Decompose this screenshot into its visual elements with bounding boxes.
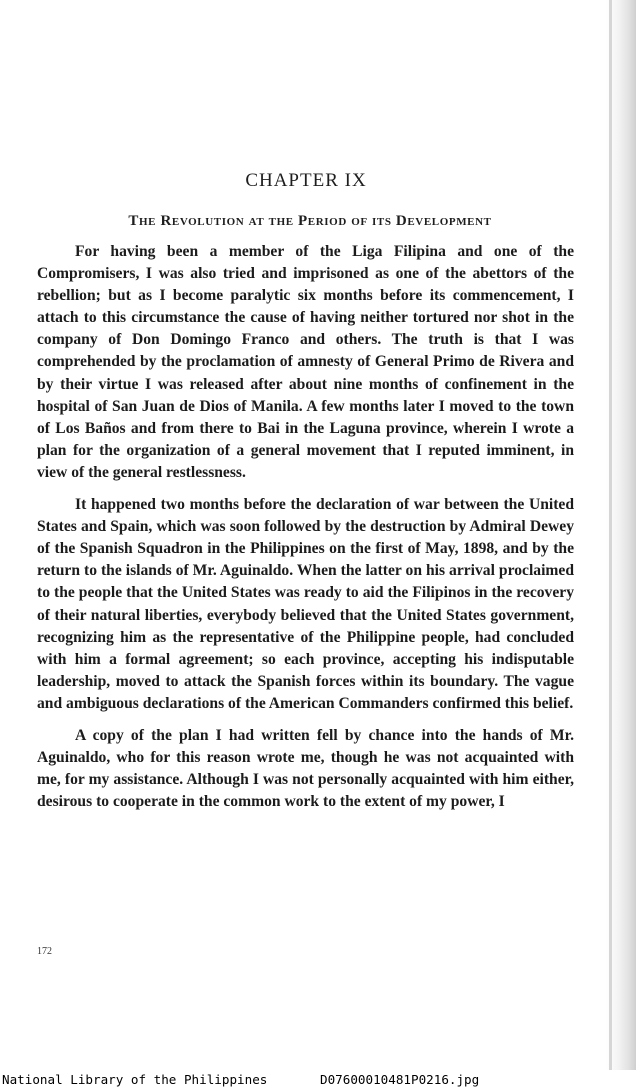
paragraph-1: For having been a member of the Liga Filipina and one of the Compromisers, I was also tried and imprisoned as one of the abettors of the rebellion; but as I become paralytic six months before its commencement, I attach to this circumstance the cause of having neither tortured nor shot in the company of Don Domingo Franco and others. The truth is that I was comprehended by the proclamation of amnesty of General Primo de Rivera and by their virtue I was released after about nine months of confinement in the hospital of San Juan de Dios of Manila. A few months later I moved to the town of Los Baños and from there to Bai in the Laguna province, wherein I wrote a plan for the organization of a general movement that I reputed imminent, in view of the general restlessness. [37,243,574,481]
page-number: 172 [37,946,52,957]
page-edge-line [609,0,612,1070]
source-label: National Library of the Philippines [2,1072,268,1087]
paragraph-3: A copy of the plan I had written fell by chance into the hands of Mr. Aguinaldo, who for this reason wrote me, though he was not acquainted with me, for my assistance. Although I was not personally acquainted with him either, desirous to cooperate in the common work to the extent of my power, I [37,726,574,811]
chapter-title: CHAPTER IX [245,170,367,191]
body-text [37,241,574,823]
filename-label: D07600010481P0216.jpg [320,1072,480,1087]
paragraph-2: It happened two months before the declaration of war between the United States and Spain, which was soon followed by the destruction by Admiral Dewey of the Spanish Squadron in the Philippines on the first of May, 1898, and by the return to the islands of Mr. Aguinaldo. When the latter on his arrival proclaimed to the people that the United States was ready to aid the Filipinos in the recovery of their natural liberties, everybody believed that the United States government, recognizing him as the representative of the Philippine people, had concluded with him a formal agreement; so each province, accepting his indisputable leadership, moved to attack the Spanish forces within its boundary. The vague and ambiguous declarations of the American Commanders confirmed this belief. [37,496,574,712]
image-caption-bar [0,1070,636,1088]
section-title: The Revolution at the Period of its Development [128,213,492,229]
